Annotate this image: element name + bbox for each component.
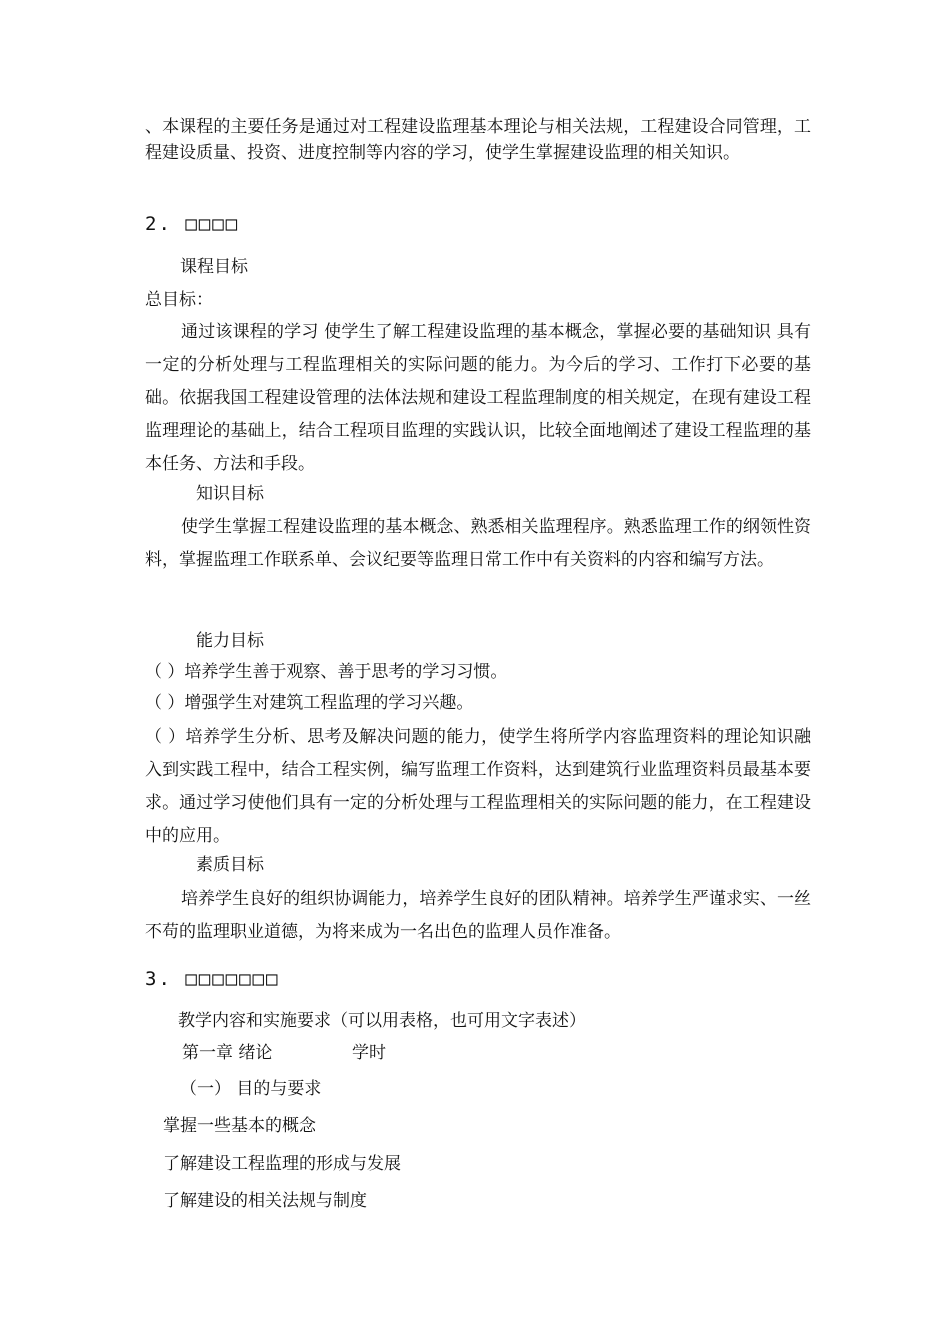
- ability-item-3: （ ）培养学生分析、思考及解决问题的能力，使学生将所学内容监理资料的理论知识融入到实践工程中，结合工程实例，编写监理工作资料，达到建筑行业监理资料员最基本要求。通过学习使他们具有一定的分析处理与工程监理相关的实际问题的能力，在工程建设中的应用。: [145, 727, 811, 846]
- objective-item-2: 了解建设工程监理的形成与发展: [163, 1154, 401, 1174]
- quality-goal-title: 素质目标: [196, 855, 264, 875]
- objective-item-1: 掌握一些基本的概念: [163, 1116, 316, 1136]
- knowledge-goal-text: 使学生掌握工程建设监理的基本概念、熟悉相关监理程序。熟悉监理工作的纲领性资料，掌握监理工作联系单、会议纪要等监理日常工作中有关资料的内容和编写方法。: [145, 517, 811, 570]
- objective-item-3: 了解建设的相关法规与制度: [163, 1191, 367, 1211]
- section-2-heading: 2. □□□□: [145, 213, 240, 235]
- intro-paragraph: 、本课程的主要任务是通过对工程建设监理基本理论与相关法规，工程建设合同管理，工程建设质量、投资、进度控制等内容的学习，使学生掌握建设监理的相关知识。: [145, 117, 811, 163]
- chapter-1-hours-label: 学时: [352, 1043, 386, 1063]
- overall-goal-label: 总目标：: [145, 290, 213, 310]
- section-3-heading: 3. □□□□□□□: [145, 968, 280, 990]
- ability-item-2: （ ）增强学生对建筑工程监理的学习兴趣。: [145, 693, 474, 713]
- course-goal-title: 课程目标: [180, 257, 248, 277]
- ability-goal-title: 能力目标: [196, 631, 264, 651]
- overall-goal-text: 通过该课程的学习 使学生了解工程建设监理的基本概念，掌握必要的基础知识 具有一定的分析处理与工程监理相关的实际问题的能力。为今后的学习、工作打下必要的基础。依据我国工程建设管理的法体法规和建设工程监理制度的相关规定，在现有建设工程监理理论的基础上，结合工程项目监理的实践认识，比较全面地阐述了建设工程监理的基本任务、方法和手段。: [145, 322, 811, 474]
- teaching-content-title: 教学内容和实施要求（可以用表格，也可用文字表述）: [178, 1011, 586, 1031]
- ability-item-1: （ ）培养学生善于观察、善于思考的学习习惯。: [145, 662, 508, 682]
- knowledge-goal-title: 知识目标: [196, 484, 264, 504]
- objectives-subheading: （一） 目的与要求: [180, 1079, 322, 1099]
- chapter-1-title: 第一章 绪论: [182, 1043, 273, 1063]
- quality-goal-text: 培养学生良好的组织协调能力，培养学生良好的团队精神。培养学生严谨求实、一丝不苟的监理职业道德，为将来成为一名出色的监理人员作准备。: [145, 889, 811, 942]
